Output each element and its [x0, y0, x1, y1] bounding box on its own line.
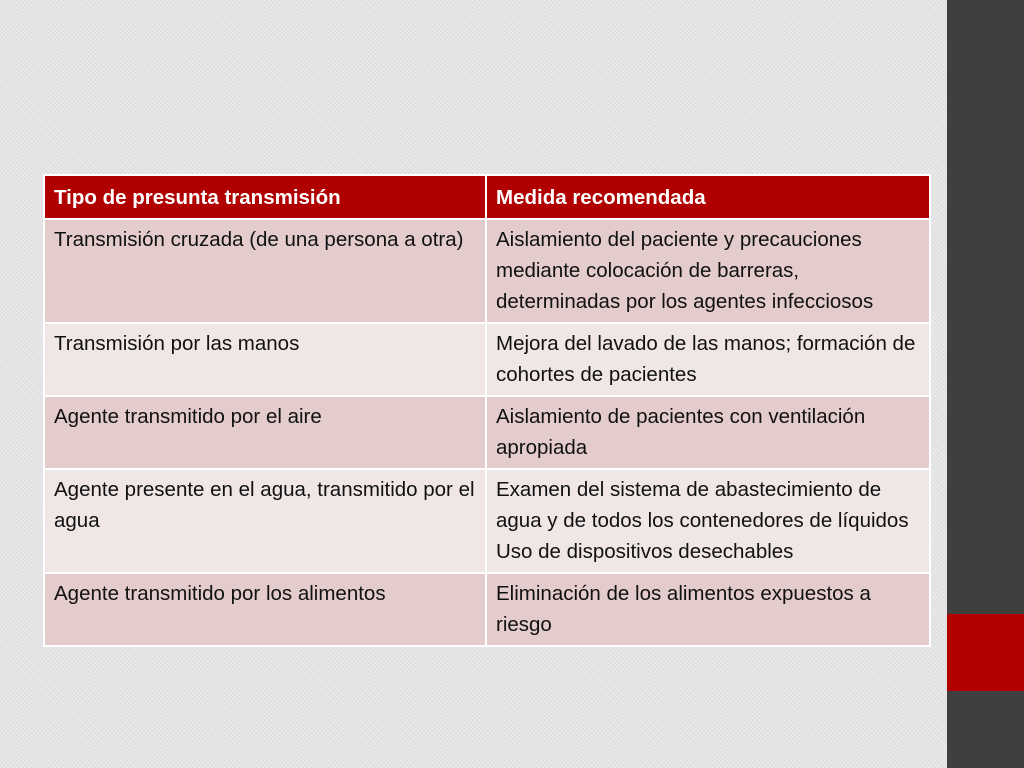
- row-measure-cell: Examen del sistema de abastecimiento de agua y de todos los contenedores de líquidos Uso de dispositivos desechables: [486, 469, 930, 573]
- header-cell-type: Tipo de presunta transmisión: [44, 175, 486, 219]
- row-type-cell: Agente presente en el agua, transmitido por el agua: [44, 469, 486, 573]
- row-type-cell: Agente transmitido por el aire: [44, 396, 486, 469]
- table-header-row: [44, 175, 930, 219]
- row-type-cell: Agente transmitido por los alimentos: [44, 573, 486, 646]
- row-type-cell: Transmisión por las manos: [44, 323, 486, 396]
- row-measure-cell: Aislamiento del paciente y precauciones mediante colocación de barreras, determinadas por los agentes infecciosos: [486, 219, 930, 323]
- table-row: [44, 469, 930, 573]
- row-measure-cell: Mejora del lavado de las manos; formación de cohortes de pacientes: [486, 323, 930, 396]
- row-measure-cell: Eliminación de los alimentos expuestos a riesgo: [486, 573, 930, 646]
- table-row: [44, 573, 930, 646]
- transmission-table: [43, 174, 931, 647]
- header-cell-measure: Medida recomendada: [486, 175, 930, 219]
- side-accent-block: [947, 614, 1024, 691]
- table-row: [44, 396, 930, 469]
- row-type-cell: Transmisión cruzada (de una persona a otra): [44, 219, 486, 323]
- table-row: [44, 323, 930, 396]
- row-measure-cell: Aislamiento de pacientes con ventilación apropiada: [486, 396, 930, 469]
- table-row: [44, 219, 930, 323]
